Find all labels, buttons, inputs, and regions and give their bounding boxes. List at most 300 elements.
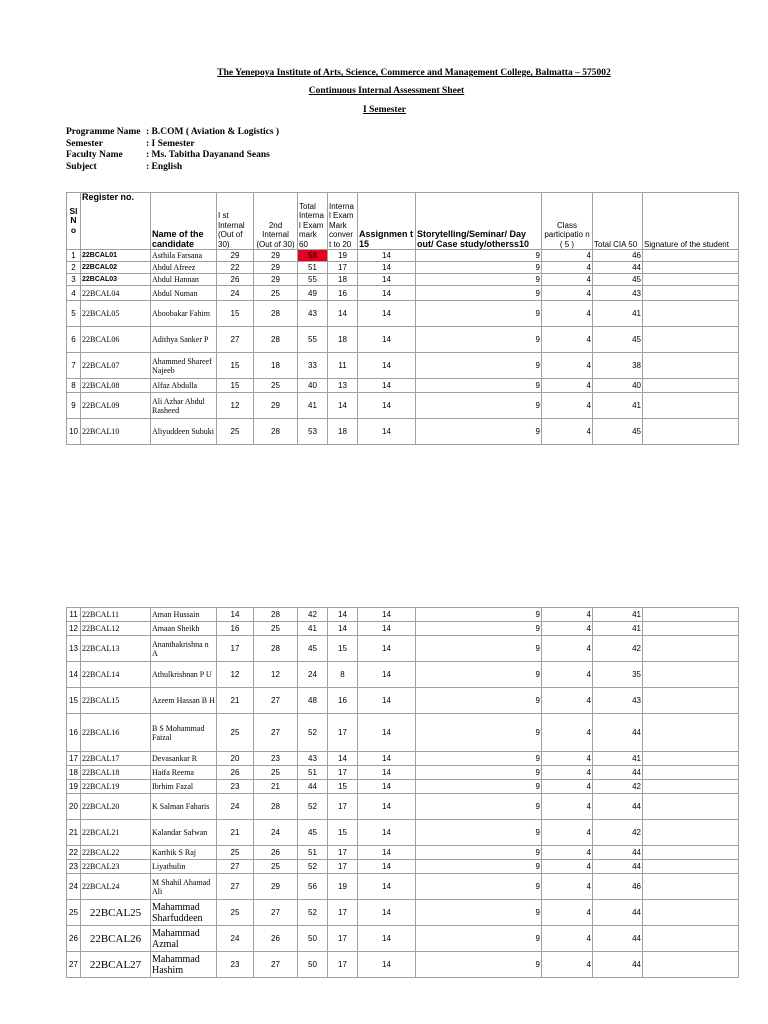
cell-candidate-name: K Salman Faharis <box>151 794 217 820</box>
cell-candidate-name: Devasankar R <box>151 752 217 766</box>
cell-register-no: 22BCAL04 <box>81 286 151 301</box>
cell-internal-2: 29 <box>254 874 298 900</box>
cell-internal-1: 15 <box>217 379 254 393</box>
table-row <box>67 766 739 780</box>
cell-total-cia: 35 <box>593 662 643 688</box>
cell-internal-1: 25 <box>217 419 254 445</box>
cell-register-no: 22BCAL23 <box>81 860 151 874</box>
cell-sl: 8 <box>67 379 81 393</box>
cell-internal-converted: 11 <box>328 353 358 379</box>
cell-internal-converted: 16 <box>328 688 358 714</box>
cell-total-cia: 42 <box>593 780 643 794</box>
cell-assignment: 14 <box>358 900 416 926</box>
cell-signature[interactable] <box>643 622 739 636</box>
cell-assignment: 14 <box>358 393 416 419</box>
cell-signature[interactable] <box>643 926 739 952</box>
cell-internal-2: 26 <box>254 926 298 952</box>
cell-internal-2: 23 <box>254 752 298 766</box>
cell-signature[interactable] <box>643 794 739 820</box>
cell-internal-converted: 17 <box>328 714 358 752</box>
cell-internal-1: 15 <box>217 353 254 379</box>
cell-class-participation: 4 <box>542 900 593 926</box>
cell-register-no: 22BCAL05 <box>81 301 151 327</box>
cell-storytelling: 9 <box>416 379 542 393</box>
cell-internal-converted: 17 <box>328 900 358 926</box>
cell-signature[interactable] <box>643 874 739 900</box>
info-sep: : <box>146 127 150 137</box>
cell-sl: 23 <box>67 860 81 874</box>
table-row <box>67 900 739 926</box>
table-header-row <box>67 193 739 250</box>
cell-total-internal: 41 <box>298 393 328 419</box>
cell-assignment: 14 <box>358 820 416 846</box>
cell-assignment: 14 <box>358 752 416 766</box>
cell-internal-1: 14 <box>217 608 254 622</box>
cell-internal-2: 24 <box>254 820 298 846</box>
cell-total-cia: 40 <box>593 379 643 393</box>
cell-internal-converted: 19 <box>328 250 358 262</box>
info-sep: : <box>146 150 150 160</box>
table-row <box>67 327 739 353</box>
col-header-register: Register no. <box>81 193 151 250</box>
cell-storytelling: 9 <box>416 900 542 926</box>
cell-register-no: 22BCAL01 <box>81 250 151 262</box>
cell-internal-2: 28 <box>254 419 298 445</box>
cell-total-internal: 52 <box>298 714 328 752</box>
cell-internal-converted: 18 <box>328 419 358 445</box>
cell-candidate-name: Liyathulin <box>151 860 217 874</box>
cell-sl: 13 <box>67 636 81 662</box>
cell-total-cia: 44 <box>593 926 643 952</box>
cell-class-participation: 4 <box>542 327 593 353</box>
cell-sl: 22 <box>67 846 81 860</box>
cell-sl: 6 <box>67 327 81 353</box>
cell-storytelling: 9 <box>416 780 542 794</box>
cell-storytelling: 9 <box>416 622 542 636</box>
table-row <box>67 636 739 662</box>
info-value: I Semester <box>151 138 195 149</box>
cell-register-no: 22BCAL15 <box>81 688 151 714</box>
cell-assignment: 14 <box>358 662 416 688</box>
cell-candidate-name: Abdul Hannan <box>151 274 217 286</box>
cell-sl: 27 <box>67 952 81 978</box>
cell-internal-2: 25 <box>254 860 298 874</box>
cell-class-participation: 4 <box>542 419 593 445</box>
cell-internal-2: 28 <box>254 327 298 353</box>
cell-total-cia: 42 <box>593 636 643 662</box>
cell-class-participation: 4 <box>542 353 593 379</box>
table-row <box>67 286 739 301</box>
cell-register-no: 22BCAL07 <box>81 353 151 379</box>
cell-sl: 17 <box>67 752 81 766</box>
cell-storytelling: 9 <box>416 393 542 419</box>
cell-assignment: 14 <box>358 846 416 860</box>
col-header-name: Name of the candidate <box>151 193 217 250</box>
table-row <box>67 860 739 874</box>
cell-candidate-name: Karthik S Raj <box>151 846 217 860</box>
cell-signature[interactable] <box>643 846 739 860</box>
cell-sl: 2 <box>67 262 81 274</box>
cell-class-participation: 4 <box>542 274 593 286</box>
cell-storytelling: 9 <box>416 860 542 874</box>
cell-class-participation: 4 <box>542 860 593 874</box>
cell-class-participation: 4 <box>542 622 593 636</box>
cell-total-internal: 24 <box>298 662 328 688</box>
cell-total-internal: 58 <box>298 250 328 262</box>
cell-internal-1: 24 <box>217 794 254 820</box>
cell-assignment: 14 <box>358 327 416 353</box>
cell-internal-2: 21 <box>254 780 298 794</box>
cell-total-internal: 55 <box>298 327 328 353</box>
cell-candidate-name: Athulkrishnan P U <box>151 662 217 688</box>
cell-candidate-name: Mahammad Azmal <box>151 926 217 952</box>
cell-internal-1: 24 <box>217 286 254 301</box>
cell-register-no: 22BCAL25 <box>81 900 151 926</box>
cell-total-cia: 42 <box>593 820 643 846</box>
cell-sl: 5 <box>67 301 81 327</box>
cell-candidate-name: Aman Hussain <box>151 608 217 622</box>
cell-total-internal: 51 <box>298 846 328 860</box>
cell-internal-1: 25 <box>217 900 254 926</box>
cell-total-cia: 44 <box>593 900 643 926</box>
cell-total-cia: 44 <box>593 794 643 820</box>
cell-sl: 16 <box>67 714 81 752</box>
cell-assignment: 14 <box>358 780 416 794</box>
cell-internal-converted: 18 <box>328 274 358 286</box>
cell-signature[interactable] <box>643 301 739 327</box>
cell-internal-2: 25 <box>254 379 298 393</box>
cell-candidate-name: Azeem Hassan B H <box>151 688 217 714</box>
cell-internal-2: 28 <box>254 301 298 327</box>
cell-class-participation: 4 <box>542 846 593 860</box>
cell-storytelling: 9 <box>416 820 542 846</box>
table-row <box>67 622 739 636</box>
cell-class-participation: 4 <box>542 688 593 714</box>
cell-register-no: 22BCAL12 <box>81 622 151 636</box>
cell-total-cia: 44 <box>593 846 643 860</box>
cell-total-cia: 45 <box>593 274 643 286</box>
cell-class-participation: 4 <box>542 608 593 622</box>
info-row-subject <box>66 162 279 174</box>
cell-signature[interactable] <box>643 393 739 419</box>
cell-sl: 7 <box>67 353 81 379</box>
table-row <box>67 608 739 622</box>
cell-sl: 18 <box>67 766 81 780</box>
info-value: B.COM ( Aviation & Logistics ) <box>151 127 280 137</box>
cell-total-internal: 45 <box>298 820 328 846</box>
cell-signature[interactable] <box>643 379 739 393</box>
cell-signature[interactable] <box>643 900 739 926</box>
cell-signature[interactable] <box>643 286 739 301</box>
table-row <box>67 393 739 419</box>
college-title: The Yenepoya Institute of Arts, Science, Commerce and Management College, Balmatta – 575002 <box>217 68 611 78</box>
cell-internal-1: 21 <box>217 688 254 714</box>
cell-candidate-name: Ali Azhar Abdul Rasheed <box>151 393 217 419</box>
cell-class-participation: 4 <box>542 262 593 274</box>
cell-total-cia: 46 <box>593 250 643 262</box>
cell-total-internal: 50 <box>298 952 328 978</box>
cell-signature[interactable] <box>643 780 739 794</box>
table-row <box>67 274 739 286</box>
cell-sl: 26 <box>67 926 81 952</box>
cell-internal-2: 29 <box>254 274 298 286</box>
cell-candidate-name: Ibrhim Fazal <box>151 780 217 794</box>
cell-signature[interactable] <box>643 860 739 874</box>
cell-internal-1: 12 <box>217 393 254 419</box>
cell-total-cia: 44 <box>593 262 643 274</box>
cell-internal-converted: 14 <box>328 752 358 766</box>
cell-sl: 3 <box>67 274 81 286</box>
cell-signature[interactable] <box>643 419 739 445</box>
cell-class-participation: 4 <box>542 780 593 794</box>
cell-total-cia: 44 <box>593 860 643 874</box>
cell-candidate-name: Haifa Reema <box>151 766 217 780</box>
cell-storytelling: 9 <box>416 662 542 688</box>
info-row-faculty <box>66 150 279 162</box>
cell-internal-2: 12 <box>254 662 298 688</box>
cell-candidate-name: Asthila Farsana <box>151 250 217 262</box>
cell-assignment: 14 <box>358 636 416 662</box>
cell-candidate-name: Abdul Numan <box>151 286 217 301</box>
table-row <box>67 752 739 766</box>
cell-total-internal: 43 <box>298 752 328 766</box>
cell-internal-1: 26 <box>217 274 254 286</box>
info-value: English <box>151 161 183 172</box>
cell-total-internal: 53 <box>298 419 328 445</box>
cell-total-internal: 51 <box>298 766 328 780</box>
cell-signature[interactable] <box>643 262 739 274</box>
cell-candidate-name: B S Mohammad Faizal <box>151 714 217 752</box>
cell-total-internal: 52 <box>298 860 328 874</box>
cell-sl: 10 <box>67 419 81 445</box>
table-row <box>67 379 739 393</box>
cell-total-internal: 51 <box>298 262 328 274</box>
col-header-assignment: Assignmen t 15 <box>358 193 416 250</box>
cell-total-cia: 44 <box>593 714 643 752</box>
cell-internal-converted: 17 <box>328 262 358 274</box>
cell-signature[interactable] <box>643 274 739 286</box>
cell-total-cia: 45 <box>593 327 643 353</box>
cell-sl: 11 <box>67 608 81 622</box>
cell-assignment: 14 <box>358 301 416 327</box>
cell-sl: 12 <box>67 622 81 636</box>
table-row <box>67 714 739 752</box>
assessment-table-page-1 <box>66 192 739 445</box>
cell-assignment: 14 <box>358 274 416 286</box>
cell-class-participation: 4 <box>542 250 593 262</box>
cell-sl: 25 <box>67 900 81 926</box>
cell-internal-1: 16 <box>217 622 254 636</box>
cell-internal-converted: 14 <box>328 608 358 622</box>
cell-total-cia: 45 <box>593 419 643 445</box>
cell-signature[interactable] <box>643 820 739 846</box>
cell-internal-converted: 14 <box>328 622 358 636</box>
cell-internal-1: 24 <box>217 926 254 952</box>
info-sep: : <box>146 161 150 172</box>
cell-storytelling: 9 <box>416 952 542 978</box>
cell-internal-converted: 16 <box>328 286 358 301</box>
col-header-class-participation: Class participatio n ( 5 ) <box>542 193 593 250</box>
cell-storytelling: 9 <box>416 766 542 780</box>
cell-register-no: 22BCAL18 <box>81 766 151 780</box>
cell-internal-converted: 17 <box>328 860 358 874</box>
col-header-sl: Sl N o <box>67 193 81 250</box>
cell-assignment: 14 <box>358 952 416 978</box>
cell-internal-2: 18 <box>254 353 298 379</box>
cell-total-cia: 38 <box>593 353 643 379</box>
cell-signature[interactable] <box>643 714 739 752</box>
cell-signature[interactable] <box>643 952 739 978</box>
cell-sl: 20 <box>67 794 81 820</box>
cell-internal-2: 25 <box>254 622 298 636</box>
cell-assignment: 14 <box>358 794 416 820</box>
col-header-storytelling: Storytelling/Seminar/ Day out/ Case study/otherss10 <box>416 193 542 250</box>
cell-total-internal: 44 <box>298 780 328 794</box>
info-value: Ms. Tabitha Dayanand Seans <box>151 150 270 160</box>
cell-internal-1: 27 <box>217 327 254 353</box>
info-label: Subject <box>66 161 97 172</box>
cell-assignment: 14 <box>358 353 416 379</box>
cell-storytelling: 9 <box>416 846 542 860</box>
cell-storytelling: 9 <box>416 353 542 379</box>
sheet-title: Continuous Internal Assessment Sheet <box>308 86 465 96</box>
col-header-signature: Signature of the student <box>643 193 739 250</box>
cell-total-internal: 42 <box>298 608 328 622</box>
cell-total-cia: 41 <box>593 301 643 327</box>
cell-internal-2: 29 <box>254 393 298 419</box>
cell-class-participation: 4 <box>542 874 593 900</box>
cell-storytelling: 9 <box>416 688 542 714</box>
cell-assignment: 14 <box>358 608 416 622</box>
assessment-table-page-2 <box>66 607 739 978</box>
cell-internal-1: 12 <box>217 662 254 688</box>
cell-signature[interactable] <box>643 766 739 780</box>
cell-internal-1: 25 <box>217 714 254 752</box>
cell-signature[interactable] <box>643 608 739 622</box>
cell-internal-1: 27 <box>217 874 254 900</box>
col-header-internal-1: I st Internal (Out of 30) <box>217 193 254 250</box>
cell-internal-converted: 8 <box>328 662 358 688</box>
cell-candidate-name: Ahammed Shareef Najeeb <box>151 353 217 379</box>
cell-candidate-name: Mahammad Hashim <box>151 952 217 978</box>
cell-internal-converted: 13 <box>328 379 358 393</box>
cell-total-internal: 40 <box>298 379 328 393</box>
cell-candidate-name: Aliyuddeen Subuki <box>151 419 217 445</box>
cell-candidate-name: Ananthakrishna n A <box>151 636 217 662</box>
cell-register-no: 22BCAL22 <box>81 846 151 860</box>
cell-total-internal: 49 <box>298 286 328 301</box>
cell-signature[interactable] <box>643 752 739 766</box>
cell-internal-1: 21 <box>217 820 254 846</box>
cell-total-cia: 43 <box>593 688 643 714</box>
cell-total-internal: 41 <box>298 622 328 636</box>
cell-register-no: 22BCAL13 <box>81 636 151 662</box>
cell-internal-2: 27 <box>254 688 298 714</box>
cell-storytelling: 9 <box>416 794 542 820</box>
cell-internal-2: 25 <box>254 286 298 301</box>
cell-assignment: 14 <box>358 860 416 874</box>
cell-signature[interactable] <box>643 688 739 714</box>
table-row <box>67 419 739 445</box>
cell-internal-2: 27 <box>254 900 298 926</box>
cell-total-internal: 50 <box>298 926 328 952</box>
cell-total-cia: 46 <box>593 874 643 900</box>
cell-internal-converted: 17 <box>328 952 358 978</box>
cell-assignment: 14 <box>358 379 416 393</box>
cell-internal-2: 28 <box>254 608 298 622</box>
cell-internal-converted: 17 <box>328 766 358 780</box>
cell-register-no: 22BCAL19 <box>81 780 151 794</box>
cell-total-cia: 44 <box>593 766 643 780</box>
cell-sl: 9 <box>67 393 81 419</box>
cell-internal-2: 26 <box>254 846 298 860</box>
cell-register-no: 22BCAL03 <box>81 274 151 286</box>
cell-signature[interactable] <box>643 662 739 688</box>
cell-assignment: 14 <box>358 250 416 262</box>
cell-internal-converted: 17 <box>328 794 358 820</box>
cell-total-internal: 56 <box>298 874 328 900</box>
cell-signature[interactable] <box>643 636 739 662</box>
cell-storytelling: 9 <box>416 752 542 766</box>
cell-internal-2: 29 <box>254 262 298 274</box>
cell-assignment: 14 <box>358 286 416 301</box>
cell-storytelling: 9 <box>416 636 542 662</box>
cell-internal-converted: 14 <box>328 393 358 419</box>
cell-internal-1: 26 <box>217 766 254 780</box>
info-row-programme <box>66 127 279 139</box>
cell-signature[interactable] <box>643 327 739 353</box>
cell-class-participation: 4 <box>542 393 593 419</box>
cell-internal-2: 25 <box>254 766 298 780</box>
cell-storytelling: 9 <box>416 274 542 286</box>
cell-internal-converted: 17 <box>328 926 358 952</box>
cell-assignment: 14 <box>358 874 416 900</box>
cell-total-cia: 41 <box>593 608 643 622</box>
cell-assignment: 14 <box>358 926 416 952</box>
cell-register-no: 22BCAL02 <box>81 262 151 274</box>
cell-class-participation: 4 <box>542 286 593 301</box>
cell-candidate-name: Aboobakar Fahim <box>151 301 217 327</box>
info-label: Semester <box>66 138 103 149</box>
cell-assignment: 14 <box>358 262 416 274</box>
cell-class-participation: 4 <box>542 766 593 780</box>
cell-sl: 15 <box>67 688 81 714</box>
cell-signature[interactable] <box>643 250 739 262</box>
cell-class-participation: 4 <box>542 752 593 766</box>
cell-register-no: 22BCAL06 <box>81 327 151 353</box>
cell-internal-2: 28 <box>254 794 298 820</box>
cell-storytelling: 9 <box>416 286 542 301</box>
table-row <box>67 353 739 379</box>
cell-storytelling: 9 <box>416 874 542 900</box>
cell-total-internal: 45 <box>298 636 328 662</box>
cell-signature[interactable] <box>643 353 739 379</box>
cell-internal-1: 22 <box>217 262 254 274</box>
table-row <box>67 262 739 274</box>
cell-assignment: 14 <box>358 766 416 780</box>
cell-internal-1: 20 <box>217 752 254 766</box>
cell-assignment: 14 <box>358 419 416 445</box>
cell-sl: 19 <box>67 780 81 794</box>
cell-candidate-name: Amaan Sheikh <box>151 622 217 636</box>
info-label: Programme Name <box>66 127 141 137</box>
cell-internal-1: 15 <box>217 301 254 327</box>
col-header-internal-converted: Interna l Exam Mark conver t to 20 <box>328 193 358 250</box>
cell-internal-1: 23 <box>217 780 254 794</box>
cell-storytelling: 9 <box>416 301 542 327</box>
info-label: Faculty Name <box>66 150 123 160</box>
cell-total-internal: 55 <box>298 274 328 286</box>
